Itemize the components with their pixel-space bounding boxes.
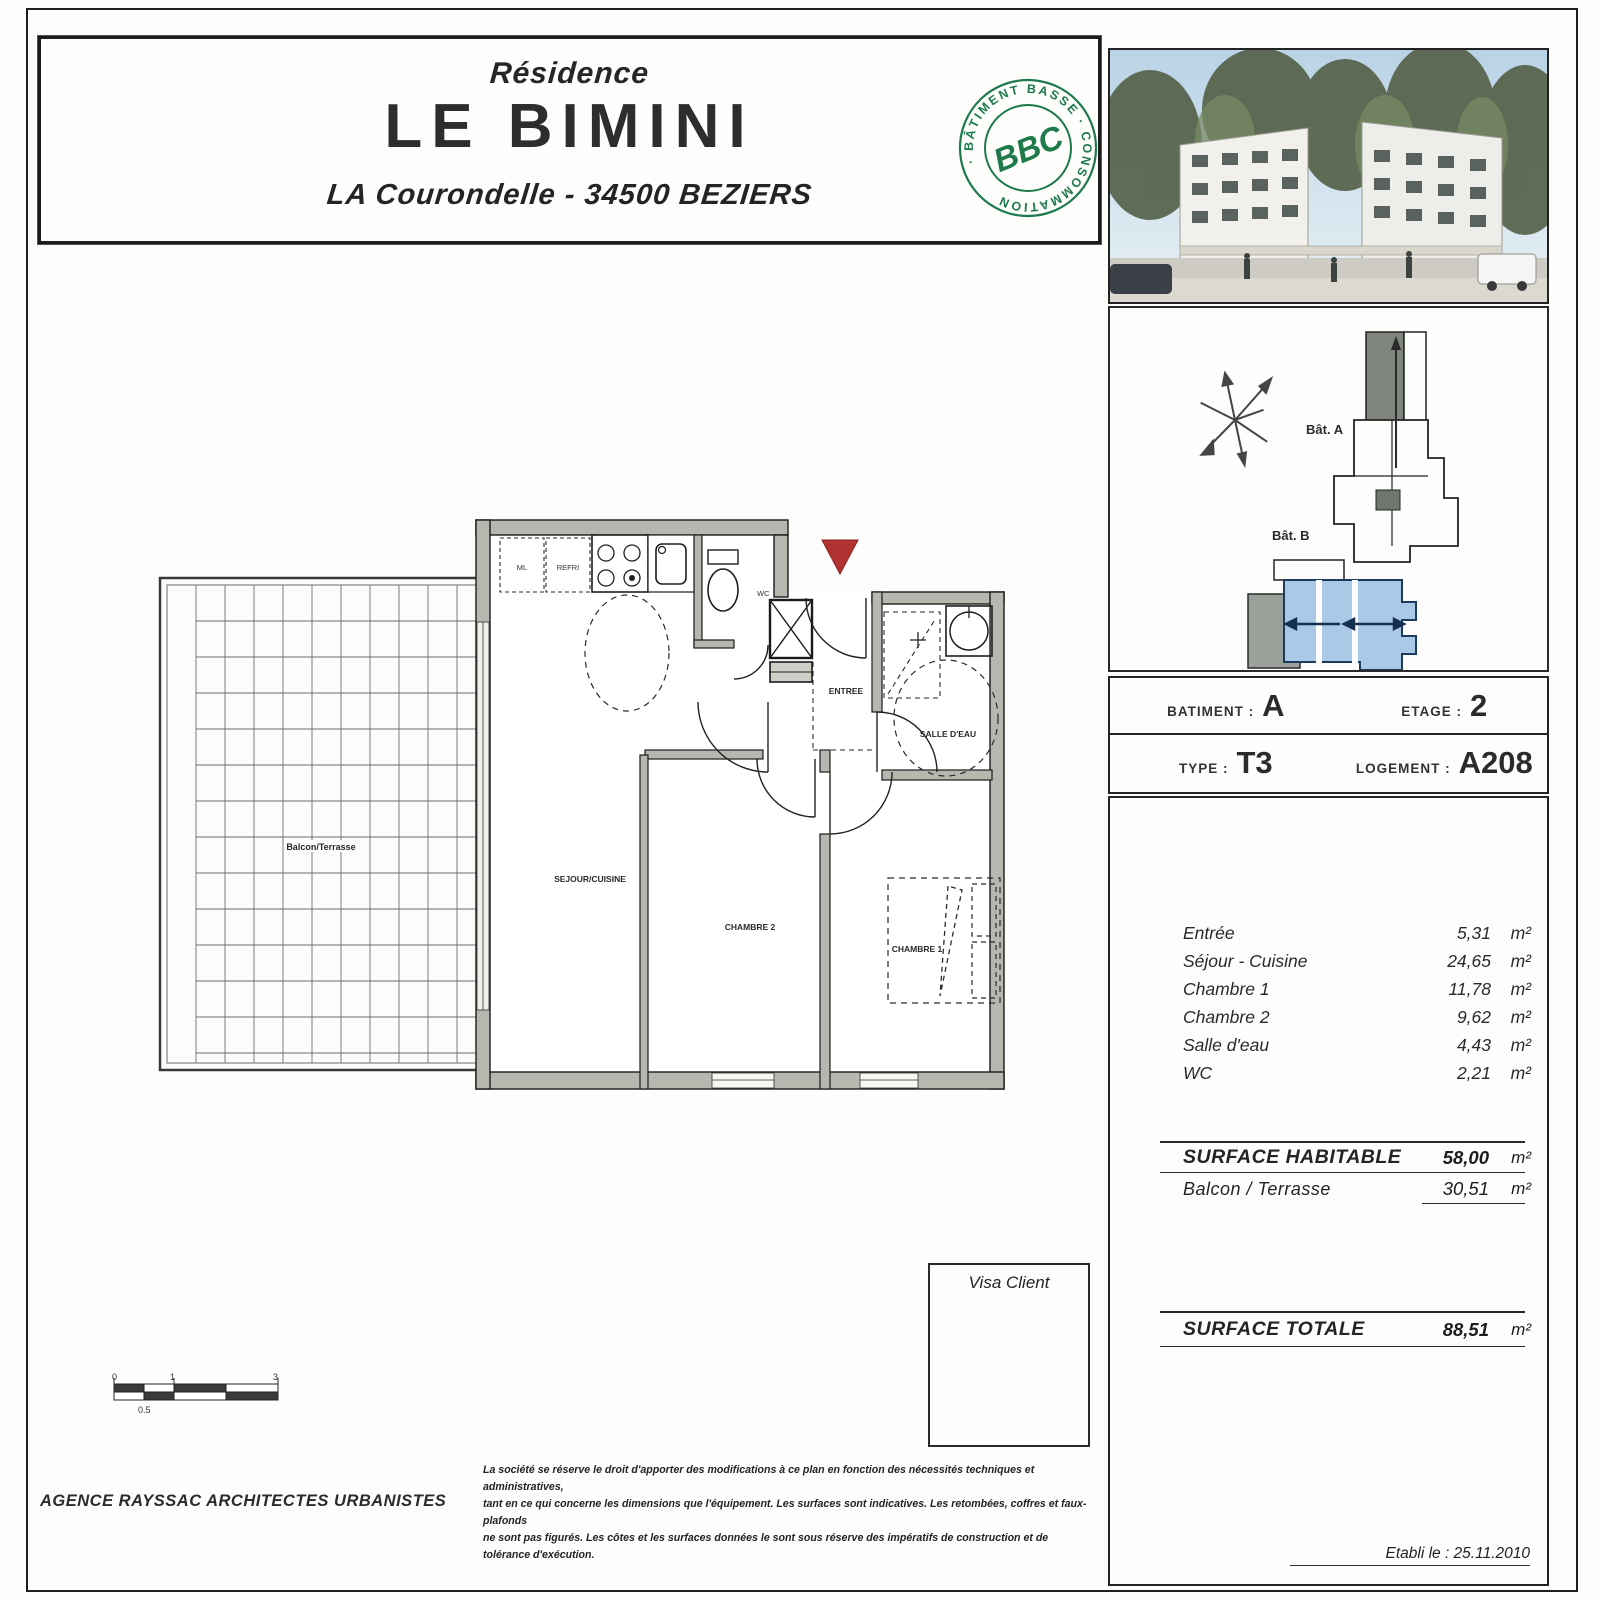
- wc-label: WC: [757, 589, 770, 598]
- agency-name: AGENCE RAYSSAC ARCHITECTES URBANISTES: [40, 1492, 447, 1510]
- stamp-ring-text: · BÂTIMENT BASSE · CONSOMMATION: [961, 81, 1095, 215]
- area-label: Salle d'eau: [1183, 1035, 1270, 1055]
- area-unit: m²: [1510, 951, 1531, 971]
- area-row-chambre1: [1183, 976, 1531, 1003]
- area-unit: m²: [1510, 979, 1531, 999]
- disclaimer-line: ne sont pas figurés. Les côtes et les surfaces données le sont sous réserve des impératifs de construction et de tolérance d'exécution.: [483, 1531, 1049, 1561]
- building-photo-panel: [1108, 48, 1549, 304]
- established-date: Etabli le : 25.11.2010: [1290, 1545, 1530, 1566]
- rule: [1160, 1141, 1525, 1143]
- bbc-stamp: [952, 72, 1104, 224]
- apartment-floor: [476, 520, 1004, 1089]
- area-row-sejour: [1183, 948, 1531, 975]
- rule: [1160, 1172, 1525, 1173]
- area-unit: m²: [1510, 1063, 1531, 1083]
- dark-car: [1110, 264, 1172, 294]
- etage-label: ETAGE :: [1401, 703, 1463, 719]
- disclaimer-line: La société se réserve le droit d'apporter des modifications à ce plan en fonction des nécessités techniques et administratives,: [483, 1464, 1035, 1493]
- salle-eau-label: SALLE D'EAU: [919, 729, 977, 739]
- title-block: [38, 36, 1101, 244]
- logement-label: LOGEMENT :: [1355, 760, 1451, 776]
- scale-tick-0: 0: [112, 1372, 118, 1382]
- info-row-2: [1110, 735, 1547, 790]
- area-unit: m²: [1510, 923, 1531, 943]
- balcony-label: Balcon/Terrasse: [286, 842, 356, 852]
- area-value: 11,78: [1448, 979, 1491, 999]
- stamp-center-text: BBC: [988, 117, 1069, 180]
- entrance-marker-triangle: [822, 540, 858, 574]
- site-building-b: [1248, 560, 1416, 670]
- fridge-label: REFRI: [556, 563, 580, 572]
- batiment-label: BATIMENT :: [1167, 703, 1255, 719]
- type-label: TYPE :: [1178, 760, 1229, 776]
- area-value: 9,62: [1456, 1007, 1491, 1027]
- surface-totale-row: [1183, 1318, 1531, 1341]
- balcony-terrace: [160, 578, 488, 1070]
- area-label: Séjour - Cuisine: [1183, 951, 1308, 971]
- site-plan-panel: [1108, 306, 1549, 672]
- rule: [1160, 1311, 1525, 1313]
- balcon-unit: m²: [1511, 1179, 1531, 1198]
- area-row-chambre2: [1183, 1004, 1531, 1031]
- area-label: Chambre 2: [1183, 1007, 1270, 1027]
- info-row-1: [1110, 678, 1547, 735]
- surface-habitable-row: [1183, 1146, 1531, 1169]
- surface-habitable-unit: m²: [1511, 1147, 1531, 1167]
- building-rendering-image: [1110, 50, 1547, 302]
- building-a-label: Bât. A: [1306, 422, 1344, 437]
- floor-plan-drawing: [100, 495, 1040, 1120]
- rule: [1160, 1346, 1525, 1347]
- area-row-entree: [1183, 920, 1531, 947]
- surface-totale-label: SURFACE TOTALE: [1183, 1318, 1365, 1340]
- surface-habitable-value: 58,00: [1442, 1146, 1489, 1168]
- area-value: 2,21: [1456, 1063, 1491, 1083]
- visa-client-label: Visa Client: [968, 1273, 1050, 1292]
- rule: [1422, 1203, 1525, 1204]
- residence-name: LE BIMINI: [384, 92, 755, 161]
- site-building-a: [1334, 332, 1458, 562]
- scale-tick-3: 3: [273, 1372, 279, 1382]
- visa-client-box: [928, 1263, 1090, 1447]
- area-row-wc: [1183, 1060, 1531, 1087]
- area-label: Entrée: [1183, 923, 1235, 943]
- balcon-label: Balcon / Terrasse: [1183, 1178, 1331, 1199]
- surface-totale-unit: m²: [1511, 1319, 1531, 1339]
- area-label: WC: [1183, 1063, 1213, 1083]
- type-value: T3: [1236, 744, 1273, 780]
- disclaimer-line: tant en ce qui concerne les dimensions que l'équipement. Les surfaces sont indicatives. Les retombées, coffres et faux-plafonds: [483, 1497, 1087, 1527]
- area-unit: m²: [1510, 1035, 1531, 1055]
- chambre1-label: CHAMBRE 1: [891, 944, 943, 954]
- residence-address: LA Courondelle - 34500 BEZIERS: [325, 179, 814, 211]
- balcon-value: 30,51: [1442, 1178, 1489, 1199]
- area-label: Chambre 1: [1183, 979, 1270, 999]
- compass-rose: [1186, 364, 1288, 473]
- balcon-row: [1183, 1178, 1531, 1200]
- duct-shaft: [770, 600, 812, 682]
- unit-info-table: [1108, 676, 1549, 794]
- surface-totale-value: 88,51: [1442, 1318, 1489, 1340]
- surface-habitable-label: SURFACE HABITABLE: [1183, 1146, 1402, 1168]
- area-row-salle-eau: [1183, 1032, 1531, 1059]
- area-value: 4,43: [1456, 1035, 1491, 1055]
- area-unit: m²: [1510, 1007, 1531, 1027]
- building-b-label: Bât. B: [1272, 528, 1310, 543]
- residence-label: Résidence: [488, 57, 651, 90]
- washer-label: ML: [516, 563, 528, 572]
- legal-disclaimer: [483, 1462, 1095, 1564]
- area-value: 24,65: [1447, 951, 1491, 971]
- etage-value: 2: [1470, 687, 1488, 723]
- scale-bar: [108, 1370, 288, 1420]
- batiment-value: A: [1262, 687, 1285, 723]
- logement-value: A208: [1458, 744, 1533, 780]
- entree-label: ENTREE: [828, 686, 864, 696]
- area-value: 5,31: [1456, 923, 1491, 943]
- scale-tick-1: 1: [170, 1372, 176, 1382]
- sejour-label: SEJOUR/CUISINE: [554, 874, 626, 884]
- scale-tick-mid: 0.5: [138, 1405, 151, 1415]
- chambre2-label: CHAMBRE 2: [724, 922, 776, 932]
